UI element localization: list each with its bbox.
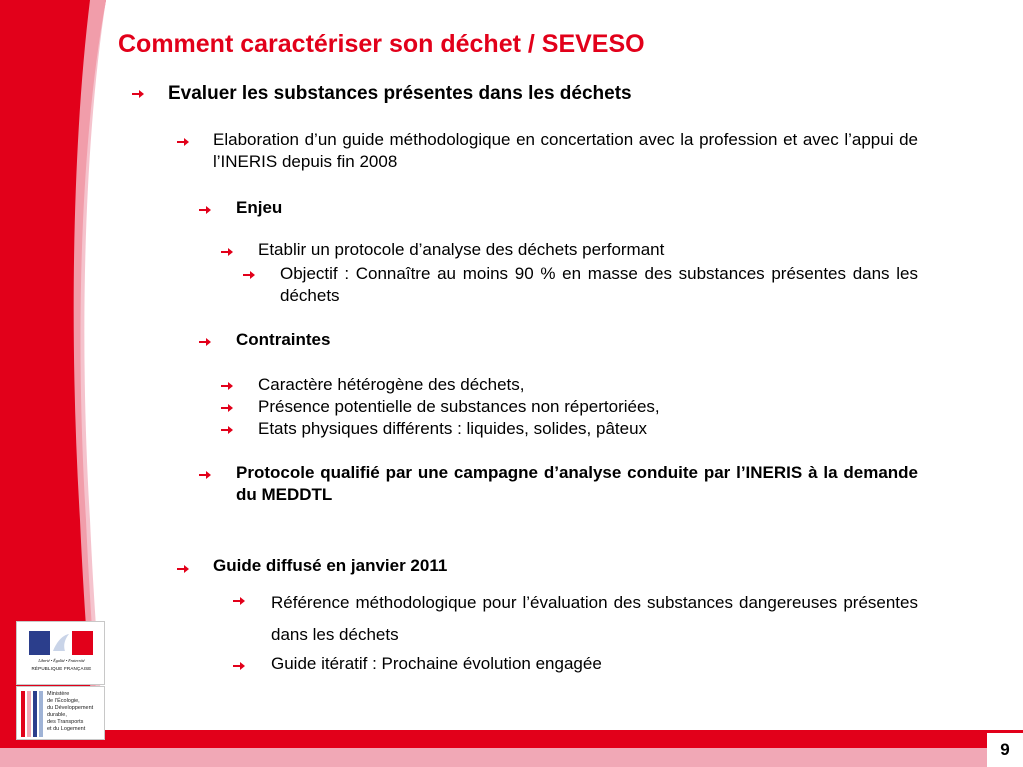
arrow-bullet-icon: [132, 89, 144, 99]
contrainte-item: Caractère hétérogène des déchets,: [258, 375, 525, 394]
ministry-line: des Transports: [47, 719, 84, 725]
contrainte-item: Etats physiques différents : liquides, solides, pâteux: [258, 419, 648, 438]
ministry-line: et du Logement: [47, 726, 86, 732]
arrow-bullet-icon: [221, 403, 233, 413]
republic-motto: Liberté • Égalité • Fraternité: [38, 658, 85, 663]
guide-item: Guide itératif : Prochaine évolution engagée: [271, 654, 602, 673]
arrow-bullet-icon: [243, 270, 255, 280]
ministry-line: de l’Écologie,: [47, 698, 80, 704]
arrow-bullet-icon: [233, 596, 245, 606]
contrainte-item: Présence potentielle de substances non répertoriées,: [258, 397, 660, 416]
label-guide: Guide diffusé en janvier 2011: [213, 556, 448, 575]
arrow-bullet-icon: [177, 564, 189, 574]
text-protocole: Protocole qualifié par une campagne d’analyse conduite par l’INERIS à la demande du MEDDTL: [236, 463, 918, 504]
heading-evaluer: Evaluer les substances présentes dans les déchets: [168, 83, 632, 104]
arrow-bullet-icon: [233, 661, 245, 671]
arrow-bullet-icon: [199, 337, 211, 347]
text-objectif: Objectif : Connaître au moins 90 % en masse des substances présentes dans les déchets: [280, 264, 918, 305]
guide-item: Référence méthodologique pour l’évaluation des substances dangereuses présentes dans les déchets: [271, 593, 918, 644]
page-number: 9: [987, 733, 1023, 767]
republique-francaise-logo: [16, 621, 105, 685]
arrow-bullet-icon: [221, 425, 233, 435]
slide-title: Comment caractériser son déchet / SEVESO: [118, 30, 645, 58]
arrow-bullet-icon: [177, 137, 189, 147]
arrow-bullet-icon: [199, 205, 211, 215]
arrow-bullet-icon: [199, 470, 211, 480]
label-contraintes: Contraintes: [236, 330, 331, 349]
bottom-decoration: [0, 730, 1023, 767]
republic-label: RÉPUBLIQUE FRANÇAISE: [31, 666, 92, 671]
ministry-line: Ministère: [47, 691, 70, 697]
label-enjeu: Enjeu: [236, 198, 283, 217]
ministry-logo: [16, 686, 105, 740]
text-enjeu-item: Etablir un protocole d’analyse des déchets performant: [258, 240, 665, 259]
arrow-bullet-icon: [221, 381, 233, 391]
ministry-line: du Développement: [47, 705, 94, 711]
text-elaboration: Elaboration d’un guide méthodologique en concertation avec la profession et avec l’appui de l’INERIS depuis fin 2008: [213, 130, 918, 171]
arrow-bullet-icon: [221, 247, 233, 257]
ministry-line: durable,: [47, 712, 67, 718]
